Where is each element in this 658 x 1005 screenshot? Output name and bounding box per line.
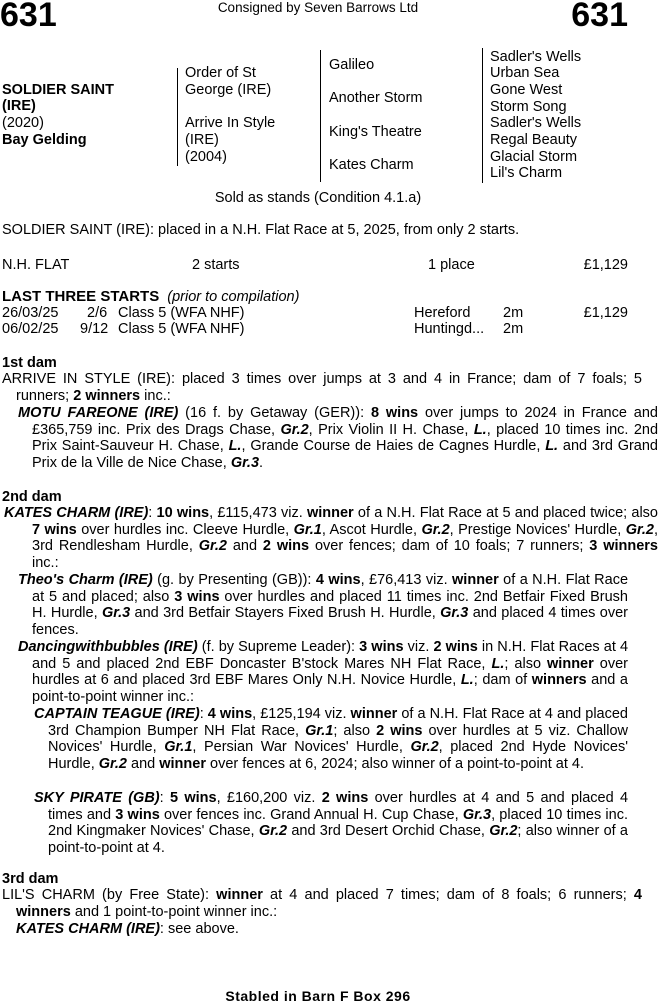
last-starts-note: (prior to compilation) [167,289,300,305]
capt-winner2: winner [159,755,206,772]
motu-listed-2: L. [228,438,242,454]
sky-t3: over hurdles at 4 and 5 and placed 4 times and [48,790,629,823]
sky-pirate-name: SKY PIRATE (GB) [34,790,160,806]
start-row-1-date: 26/03/25 [2,305,59,321]
kates-7wins: 7 wins [32,521,77,538]
consignor: Consigned by Seven Barrows Ltd [217,0,419,15]
danc-lb: L. [460,672,474,688]
capt-g2a: Gr.2 [410,739,439,755]
motu-text-c: , Prix Violin II H. Chase, [308,421,474,438]
theos-charm-paragraph [2,572,628,638]
lil-4winners: 4 winners [16,887,642,920]
theo-wins: 4 wins [315,572,361,588]
danc-t6: ; dam of [473,672,532,688]
kates-t5: , Ascot Hurdle, [321,521,422,538]
captain-teague-name: CAPTAIN TEAGUE (IRE) [34,706,200,722]
kates-t9: over fences; dam of 10 foals; 7 runners; [309,538,590,554]
sky-wins: 5 wins [169,790,217,806]
record-earnings: £1,129 [583,257,628,273]
start-row-1-race: Class 5 (WFA NHF) [118,305,245,321]
grandsire-1: Galileo [329,57,375,73]
start-row-2-pos: 9/12 [80,321,109,337]
ggp-1: Sadler's Wells [490,49,582,65]
theo-t5: and 3rd Betfair Stayers Fixed Brush H. Hurdle, [130,605,441,621]
start-row-1-prize: £1,129 [583,305,628,321]
dam3-heading: 3rd dam [2,871,59,887]
dam-line2: (IRE) [185,132,219,148]
pedigree-divider-1 [177,68,178,166]
pedigree-divider-2 [320,50,321,182]
summary: SOLDIER SAINT (IRE): placed in a N.H. Flat Race at 5, 2025, from only 2 starts. [2,222,520,238]
motu-text-f: and 3rd Grand Prix de la Ville de Nice Chase, [32,438,658,471]
horse-description: Bay Gelding [2,132,87,148]
capt-g2b: Gr.2 [98,755,127,772]
capt-t1: : [199,706,208,722]
kates-g2c: Gr.2 [198,538,227,554]
sky-3wins: 3 wins [115,806,160,823]
dancingwithbubbles-name: Dancingwithbubbles (IRE) [18,639,198,655]
sky-g3: Gr.3 [462,806,492,823]
last-starts-header [2,289,299,306]
kates-winner: winner [306,505,354,521]
danc-t7: and a point-to-point winner inc.: [32,672,628,705]
sky-g2b: Gr.2 [489,823,518,839]
motu-fareone-paragraph [2,405,658,471]
dam1-text-c: inc.: [140,387,171,404]
sire-line2: George (IRE) [185,82,272,98]
sky-t2: , £160,200 viz. [216,790,322,806]
start-row-1-course: Hereford [414,305,471,321]
pedigree-divider-3 [482,48,483,183]
motu-fareone-name: MOTU FAREONE (IRE) [18,405,179,421]
start-row-2-course: Huntingd... [414,321,485,337]
capt-2wins: 2 wins [376,722,423,739]
capt-t6: , Persian War Novices' Hurdle, [192,739,411,755]
motu-text-d: , placed 10 times inc. 2nd Prix Saint-Sauveur H. Chase, [32,421,658,454]
dam1-heading: 1st dam [2,355,57,371]
capt-t4: ; also [333,722,377,739]
horse-name-line1: SOLDIER SAINT [2,82,114,98]
kates-charm-ref-name: KATES CHARM (IRE) [16,921,160,937]
danc-t5: over hurdles at 6 and placed 3rd EBF Mares Only N.H. Novice Hurdle, [32,655,628,688]
theo-t6: and placed 4 times over fences. [32,605,628,638]
motu-grade-1: Gr.2 [280,421,309,438]
lil-t2: at 4 and placed 7 times; dam of 8 foals; 6 runners; [262,887,634,903]
theos-charm-name: Theo's Charm (IRE) [18,572,153,588]
lil-winner: winner [216,887,263,903]
last-starts-title: LAST THREE STARTS [2,288,160,305]
ggp-8: Lil's Charm [490,165,563,181]
capt-t3: of a N.H. Flat Race at 4 and placed 3rd Champion Bumper NH Flat Race, [48,706,628,739]
theo-winner: winner [452,572,499,588]
capt-g1a: Gr.1 [305,722,334,739]
kates-2wins: 2 wins [262,538,310,554]
kates-t8: and [226,538,263,554]
sky-pirate-paragraph [2,790,628,856]
ggp-7: Glacial Storm [490,149,578,165]
sale-condition: Sold as stands (Condition 4.1.a) [214,190,422,206]
theo-g3a: Gr.3 [101,605,131,621]
record-starts: 2 starts [192,257,240,273]
kates-t3: of a N.H. Flat Race at 5 and placed twice; also [353,505,658,521]
kates-charm-name: KATES CHARM (IRE) [4,505,149,521]
lot-number-right: 631 [571,0,628,34]
kates-t6: , Prestige Novices' Hurdle, [449,521,626,538]
sire-line1: Order of St [185,65,256,81]
ggp-6: Regal Beauty [490,132,578,148]
sky-t6: and 3rd Desert Orchid Chase, [287,823,490,839]
grandsire-2: King's Theatre [329,124,422,140]
kates-g1: Gr.1 [293,521,322,538]
danc-t3: in N.H. Flat Races at 4 and 5 and placed 2nd EBF Doncaster B'stock Mares NH Flat Race, [32,639,629,672]
danc-t4: ; also [504,655,548,672]
danc-wins: 3 wins [359,639,404,655]
dam2-heading: 2nd dam [2,489,62,505]
theo-t3: of a N.H. Flat Race at 5 and placed; also [32,572,629,605]
kates-charm-paragraph [2,505,658,571]
theo-t4: over hurdles and placed 11 times inc. 2nd Betfair Fixed Brush H. Hurdle, [32,588,628,621]
kates-charm-ref-text: : see above. [159,921,239,937]
start-row-1-dist: 2m [503,305,524,321]
start-row-2-race: Class 5 (WFA NHF) [118,321,245,337]
record-places: 1 place [428,257,475,273]
start-row-2-date: 06/02/25 [2,321,59,337]
kates-wins: 10 wins [156,505,210,521]
dam1-winners: 2 winners [73,387,141,404]
kates-t1: : [148,505,157,521]
capt-winner: winner [350,706,398,722]
capt-t9: over fences at 6, 2024; also winner of a point-to-point at 4. [205,755,585,772]
start-row-1-pos: 2/6 [87,305,108,321]
kates-3winners: 3 winners [589,538,658,554]
capt-t8: and [127,755,160,772]
captain-teague-paragraph [2,706,628,772]
lil-t3: and 1 point-to-point winner inc.: [70,903,278,920]
lil-t1: LIL'S CHARM (by Free State): [2,887,217,903]
danc-la: L. [491,655,505,672]
capt-t5: over hurdles at 5 viz. Challow Novices' Hurdle, [48,722,628,755]
motu-text-g: . [259,454,264,471]
ggp-3: Gone West [490,82,563,98]
record-type: N.H. FLAT [2,257,70,273]
motu-text-e: , Grande Course de Haies de Cagnes Hurdle, [241,438,546,454]
danc-winner: winner [547,655,594,672]
granddam-1: Another Storm [329,90,423,106]
granddam-2: Kates Charm [329,157,414,173]
capt-wins: 4 wins [207,706,253,722]
motu-listed-3: L. [545,438,559,454]
capt-t7: , placed 2nd Hyde Novices' Hurdle, [48,739,628,772]
ggp-4: Storm Song [490,99,567,115]
sky-t1: : [159,790,170,806]
sky-t4: over fences inc. Grand Annual H. Cup Chase, [159,806,463,823]
kates-g2a: Gr.2 [421,521,450,538]
lot-number-left: 631 [0,0,57,34]
sky-t7: ; also winner of a point-to-point at 4. [48,823,628,856]
ggp-5: Sadler's Wells [490,115,582,131]
sky-t5: , placed 10 times inc. 2nd Kingmaker Novices' Chase, [48,806,628,839]
dam-line1: Arrive In Style [185,115,276,131]
kates-g2b: Gr.2 [625,521,654,538]
theo-3wins: 3 wins [174,588,220,605]
motu-listed-1: L. [473,421,487,438]
dam-line3: (2004) [185,149,227,165]
kates-t7: , 3rd Rendlesham Hurdle, [32,521,658,554]
capt-g1b: Gr.1 [164,739,193,755]
lils-charm-paragraph [2,887,642,920]
sky-2wins: 2 wins [321,790,369,806]
motu-wins: 8 wins [370,405,419,421]
motu-text-b: over jumps to 2024 in France and £365,759 inc. Prix des Drags Chase, [32,405,658,438]
sky-g2a: Gr.2 [258,823,288,839]
danc-t1: (f. by Supreme Leader): [197,639,360,655]
danc-t2: viz. [403,639,434,655]
capt-t2: , £125,194 viz. [252,706,351,722]
kates-t4: over hurdles inc. Cleeve Hurdle, [76,521,294,538]
danc-2wins: 2 wins [433,639,478,655]
kates-t10: inc.: [32,554,59,571]
kates-t2: , £115,473 viz. [209,505,307,521]
theo-g3b: Gr.3 [440,605,469,621]
theo-t2: , £76,413 viz. [360,572,453,588]
motu-text-a: (16 f. by Getaway (GER)): [178,405,371,421]
motu-grade-2: Gr.3 [230,454,260,471]
ggp-2: Urban Sea [490,65,560,81]
theo-t1: (g. by Presenting (GB)): [152,572,316,588]
danc-winners: winners [531,672,587,688]
kates-charm-ref [2,921,642,938]
dancingwithbubbles-paragraph [2,639,628,705]
start-row-2-dist: 2m [503,321,524,337]
horse-name-line2: (IRE) [2,98,36,114]
stabling-footer: Stabled in Barn F Box 296 [225,988,411,1004]
dam1-text-a: ARRIVE IN STYLE (IRE): placed 3 times over jumps at 3 and 4 in France; dam of 7 foals; 5 runners; [2,371,642,404]
horse-year: (2020) [2,115,44,131]
dam1-paragraph [2,371,642,404]
